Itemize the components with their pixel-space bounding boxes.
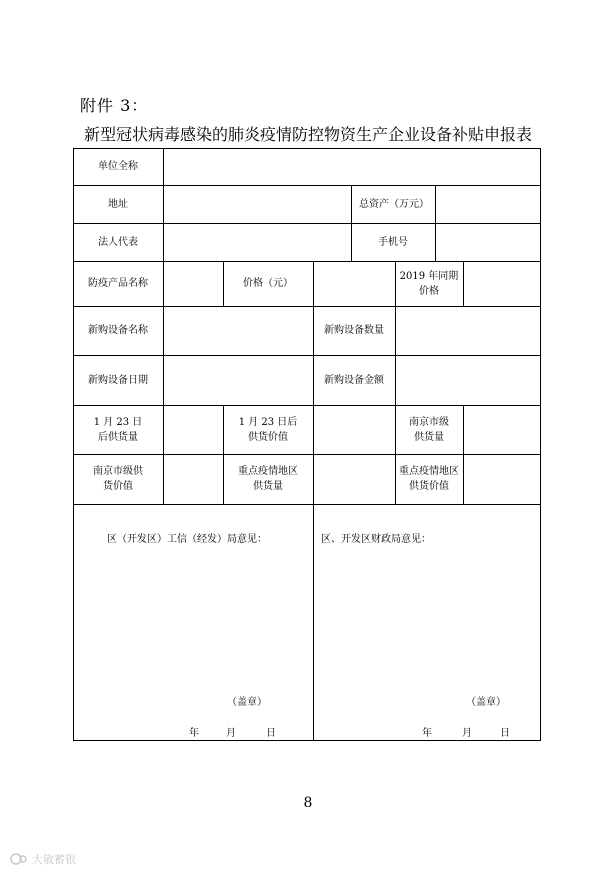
price-label: 价格（元） [243,278,293,289]
col-divider [395,355,396,405]
subsidy-application-form [73,148,541,740]
col-divider [163,306,164,405]
legal-rep-label: 法人代表 [98,236,138,248]
logo-icon [10,853,28,865]
phone-label: 手机号 [378,236,408,248]
left-opinion-label: 区（开发区）工信（经发）局意见： [107,534,267,545]
left-seal: （盖章） [227,697,267,708]
supply-after-label: 1 月 23 日后供货量 [93,416,143,443]
form-title: 新型冠状病毒感染的肺炎疫情防控物资生产企业设备补贴申报表 [83,125,532,144]
equipment-date-label: 新购设备日期 [88,374,148,386]
left-year: 年 [189,728,199,739]
left-day: 日 [266,728,276,739]
right-seal: （盖章） [466,697,506,708]
right-opinion-label: 区、开发区财政局意见： [321,534,431,545]
equipment-count-label: 新购设备数量 [324,325,384,336]
price-after-label: 1 月 23 日后供货价值 [238,416,298,443]
equipment-amount-label: 新购设备金额 [324,374,384,386]
key-area-value-label: 重点疫情地区供货价值 [399,466,459,492]
watermark-text: 大敏蓄银 [32,853,76,866]
nanjing-value-label: 南京市级供货价值 [93,466,143,492]
address-label: 地址 [108,198,128,210]
col-divider [463,405,464,504]
page-number: 8 [303,795,313,811]
left-month: 月 [226,728,236,739]
right-day: 日 [500,728,510,739]
equipment-name-label: 新购设备名称 [88,325,148,336]
right-year: 年 [422,728,432,739]
col-divider [435,185,436,261]
total-assets-label: 总资产（万元） [359,198,429,210]
watermark [10,851,76,867]
col-divider [163,261,164,306]
price-2019-label: 2019 年同期价格 [399,270,459,297]
company-name-label: 单位全称 [98,161,138,172]
row-divider [73,504,541,505]
product-name-label: 防疫产品名称 [88,278,148,289]
col-divider [463,261,464,306]
key-area-supply-label: 重点疫情地区供货量 [238,466,298,492]
col-divider [163,405,164,504]
nanjing-supply-label: 南京市级供货量 [409,416,449,443]
attachment-label: 附件 3： [80,96,149,115]
col-divider [163,148,164,261]
right-month: 月 [462,728,472,739]
